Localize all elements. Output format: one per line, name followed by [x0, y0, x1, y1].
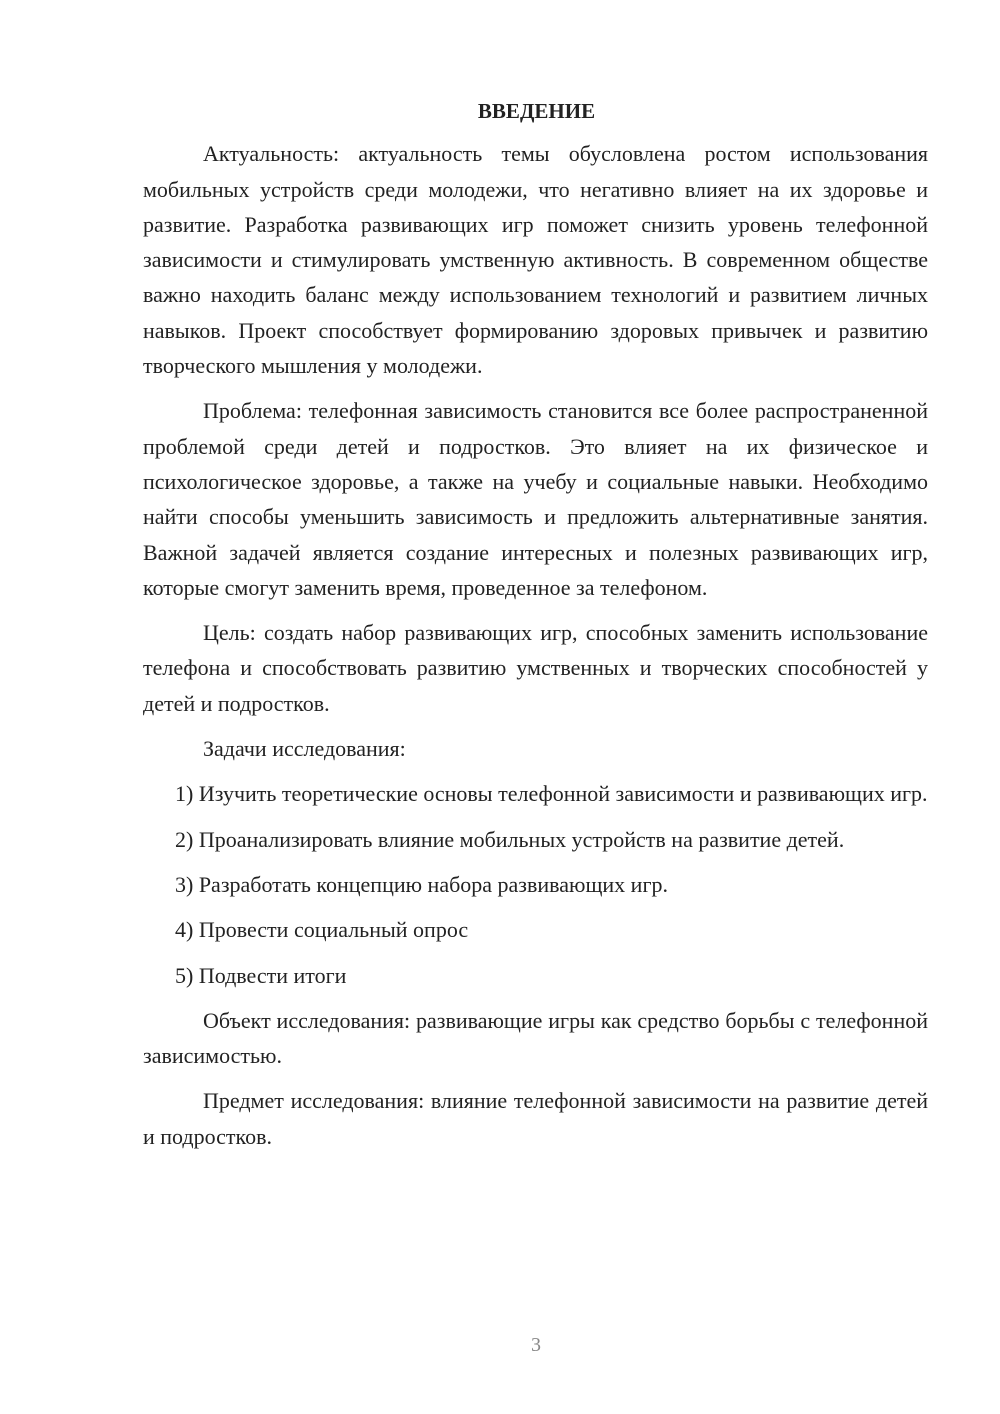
task-item-4: 4) Провести социальный опрос: [175, 917, 469, 943]
section-title: ВВЕДЕНИЕ: [477, 99, 596, 123]
research-subject-paragraph: Предмет исследования: влияние телефонной зависимости на развитие детей и подростков.: [143, 1088, 928, 1149]
document-page: [143, 94, 928, 1164]
page-number: 3: [531, 1334, 541, 1356]
tasks-heading: Задачи исследования:: [203, 736, 406, 762]
relevance-paragraph: Актуальность: актуальность темы обусловлена ростом использования мобильных устройств среди молодежи, что негативно влияет на их здоровье и развитие. Разработка развивающих игр поможет снизить уровень телефонной зависимости и стимулировать умственную активность. В современном обществе важно находить баланс между использованием технологий и развитием личных навыков. Проект способствует формированию здоровых привычек и развитию творческого мышления у молодежи.: [143, 141, 928, 379]
task-item-5: 5) Подвести итоги: [175, 962, 347, 988]
goal-paragraph: Цель: создать набор развивающих игр, способных заменить использование телефона и способствовать развитию умственных и творческих способностей у детей и подростков.: [143, 620, 928, 716]
task-item-2: 2) Проанализировать влияние мобильных устройств на развитие детей.: [175, 826, 845, 852]
task-item-3: 3) Разработать концепцию набора развивающих игр.: [175, 871, 668, 897]
problem-paragraph: Проблема: телефонная зависимость становится все более распространенной проблемой среди детей и подростков. Это влияет на их физическое и психологическое здоровье, а также на учебу и социальные навыки. Необходимо найти способы уменьшить зависимость и предложить альтернативные занятия. Важной задачей является создание интересных и полезных развивающих игр, которые смогут заменить время, проведенное за телефоном.: [143, 398, 928, 600]
task-item-1: 1) Изучить теоретические основы телефонной зависимости и развивающих игр.: [175, 781, 928, 807]
research-object-paragraph: Объект исследования: развивающие игры как средство борьбы с телефонной зависимостью.: [143, 1007, 928, 1069]
